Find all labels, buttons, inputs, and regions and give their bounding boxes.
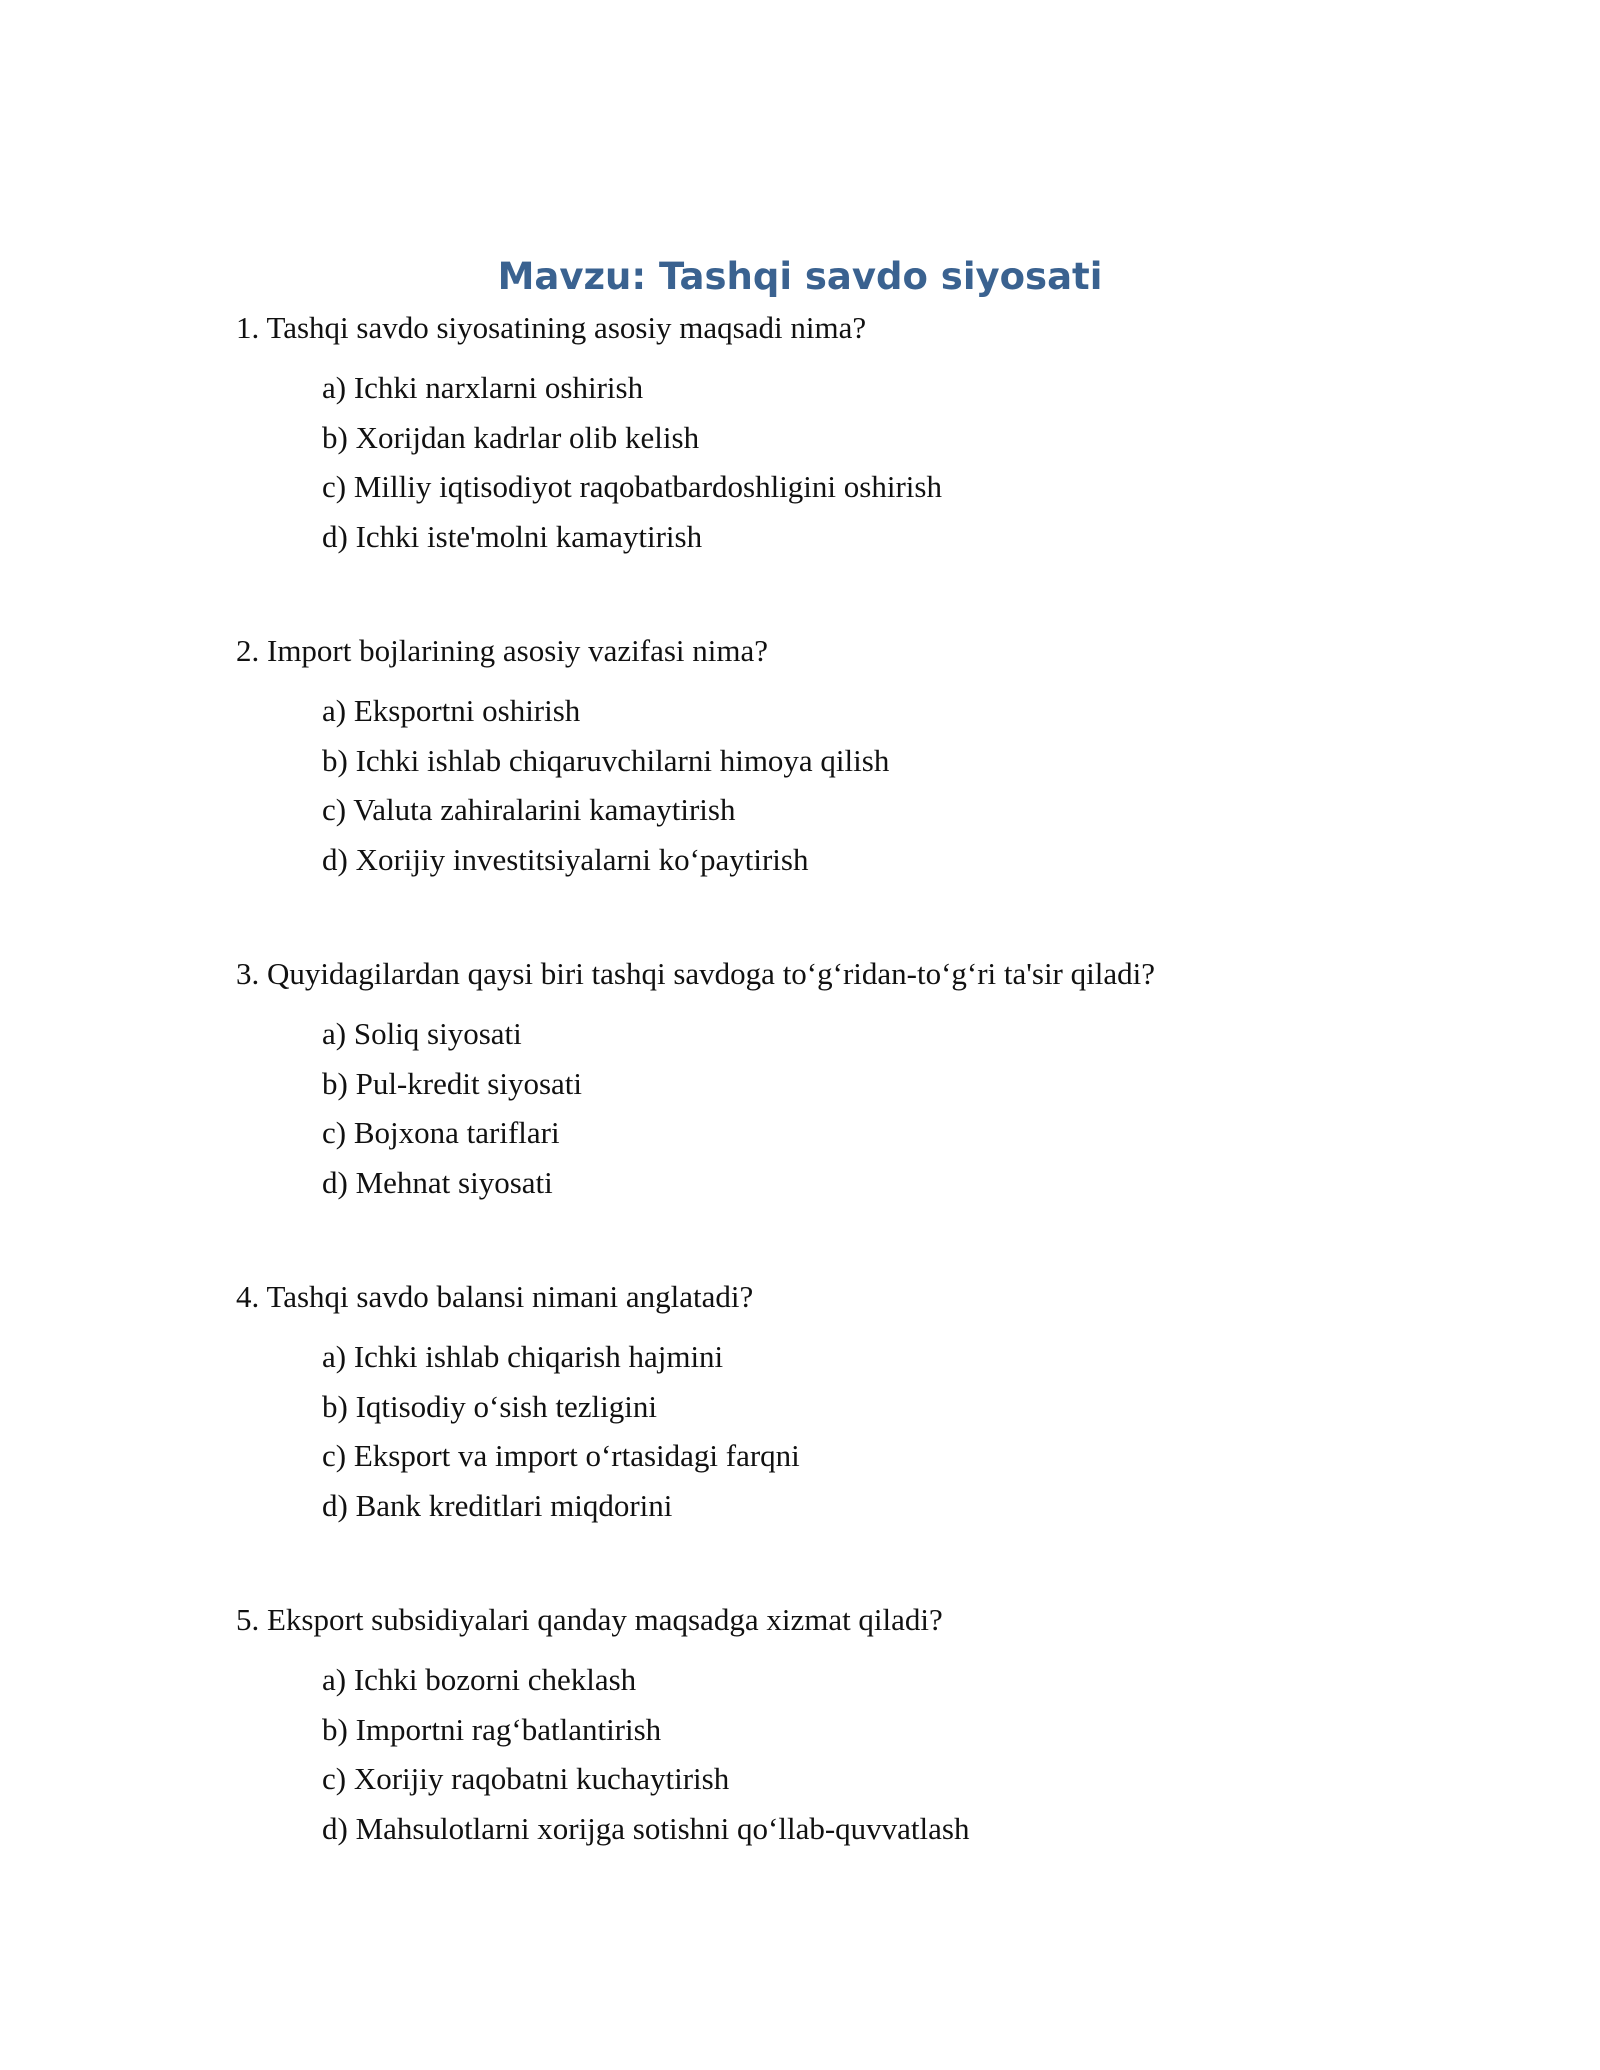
answer-option-d: d) Ichki iste'molni kamaytirish: [322, 518, 703, 554]
question-1: [236, 306, 1436, 561]
document-title: Mavzu: Tashqi savdo siyosati: [497, 255, 1103, 298]
answer-option-d: d) Bank kreditlari miqdorini: [322, 1487, 673, 1523]
answer-options: [236, 1655, 1436, 1853]
question-text: 5. Eksport subsidiyalari qanday maqsadga xizmat qiladi?: [236, 1602, 943, 1637]
answer-option-a: a) Ichki narxlarni oshirish: [322, 370, 644, 405]
question-2: [236, 629, 1436, 884]
answer-option-c: c) Milliy iqtisodiyot raqobatbardoshligini oshirish: [322, 469, 942, 504]
answer-option-d: d) Mahsulotlarni xorijga sotishni qoʻllab-quvvatlash: [322, 1810, 970, 1846]
answer-option-d: d) Xorijiy investitsiyalarni koʻpaytirish: [322, 841, 809, 877]
answer-options: [236, 363, 1436, 561]
answer-options: [236, 1332, 1436, 1530]
answer-option-b: b) Xorijdan kadrlar olib kelish: [322, 419, 700, 455]
answer-options: [236, 686, 1436, 884]
answer-option-c: c) Valuta zahiralarini kamaytirish: [322, 792, 736, 827]
answer-option-b: b) Importni ragʻbatlantirish: [322, 1711, 662, 1747]
question-text: 2. Import bojlarining asosiy vazifasi nima?: [236, 633, 769, 668]
answer-option-c: c) Xorijiy raqobatni kuchaytirish: [322, 1761, 730, 1796]
answer-option-b: b) Iqtisodiy oʻsish tezligini: [322, 1388, 657, 1424]
question-text: 4. Tashqi savdo balansi nimani anglatadi?: [236, 1279, 754, 1314]
answer-option-a: a) Ichki bozorni cheklash: [322, 1662, 637, 1697]
answer-options: [236, 1009, 1436, 1207]
question-4: [236, 1275, 1436, 1530]
question-list: [236, 306, 1436, 1921]
question-text: 1. Tashqi savdo siyosatining asosiy maqsadi nima?: [236, 310, 867, 345]
question-text: 3. Quyidagilardan qaysi biri tashqi savdoga toʻgʻridan-toʻgʻri ta'sir qiladi?: [236, 956, 1155, 991]
answer-option-c: c) Eksport va import oʻrtasidagi farqni: [322, 1438, 800, 1473]
answer-option-a: a) Soliq siyosati: [322, 1016, 522, 1051]
answer-option-c: c) Bojxona tariflari: [322, 1115, 560, 1150]
answer-option-b: b) Ichki ishlab chiqaruvchilarni himoya qilish: [322, 742, 890, 778]
question-5: [236, 1598, 1436, 1853]
answer-option-b: b) Pul-kredit siyosati: [322, 1065, 583, 1101]
answer-option-d: d) Mehnat siyosati: [322, 1164, 553, 1200]
answer-option-a: a) Eksportni oshirish: [322, 693, 581, 728]
question-3: [236, 952, 1436, 1207]
answer-option-a: a) Ichki ishlab chiqarish hajmini: [322, 1339, 724, 1374]
